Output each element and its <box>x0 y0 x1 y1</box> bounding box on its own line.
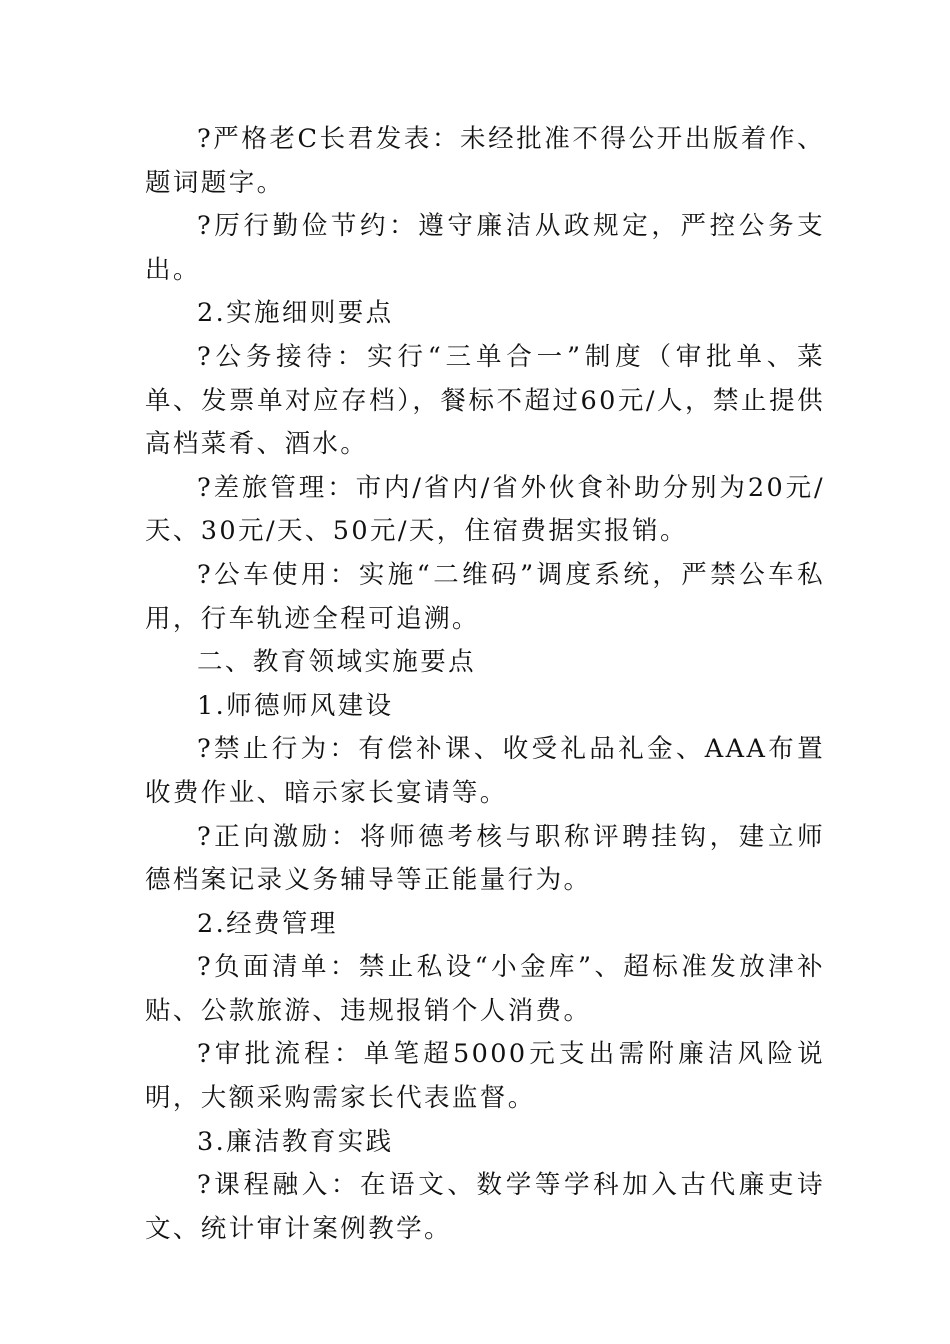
heading-fund-management: 2.经费管理 <box>197 908 338 939</box>
paragraph-negative-list: ?负面清单：禁止私设“小金库”、超标准发放津补贴、公款旅游、违规报销个人消费。 <box>145 952 825 1026</box>
paragraph-positive-incentive: ?正向激励：将师德考核与职称评聘挂钩，建立师德档案记录义务辅导等正能量行为。 <box>145 821 825 896</box>
paragraph-publication-rule: ?严格老C长君发表：未经批准不得公开出版着作、题词题字。 <box>145 124 825 198</box>
heading-education-section: 二、教育领域实施要点 <box>197 647 477 678</box>
heading-implementation-details: 2.实施细则要点 <box>197 298 394 329</box>
paragraph-approval-process: ?审批流程：单笔超5000元支出需附廉洁风险说明，大额采购需家长代表监督。 <box>145 1039 825 1114</box>
paragraph-official-vehicle: ?公车使用：实施“二维码”调度系统，严禁公车私用，行车轨迹全程可追溯。 <box>145 559 825 634</box>
paragraph-frugality: ?厉行勤俭节约：遵守廉洁从政规定，严控公务支出。 <box>145 211 825 285</box>
heading-teacher-ethics: 1.师德师风建设 <box>197 690 394 721</box>
document-body <box>145 118 825 1251</box>
heading-integrity-education: 3.廉洁教育实践 <box>197 1126 394 1157</box>
paragraph-curriculum-integration: ?课程融入：在语文、数学等学科加入古代廉吏诗文、统计审计案例教学。 <box>145 1170 825 1244</box>
paragraph-travel-management: ?差旅管理：市内/省内/省外伙食补助分别为20元/天、30元/天、50元/天，住宿费据实报销。 <box>145 472 825 547</box>
paragraph-official-reception: ?公务接待：实行“三单合一”制度（审批单、菜单、发票单对应存档），餐标不超过60元/人，禁止提供高档菜肴、酒水。 <box>145 341 825 460</box>
paragraph-prohibited-behavior: ?禁止行为：有偿补课、收受礼品礼金、AAA布置收费作业、暗示家长宴请等。 <box>145 734 825 808</box>
